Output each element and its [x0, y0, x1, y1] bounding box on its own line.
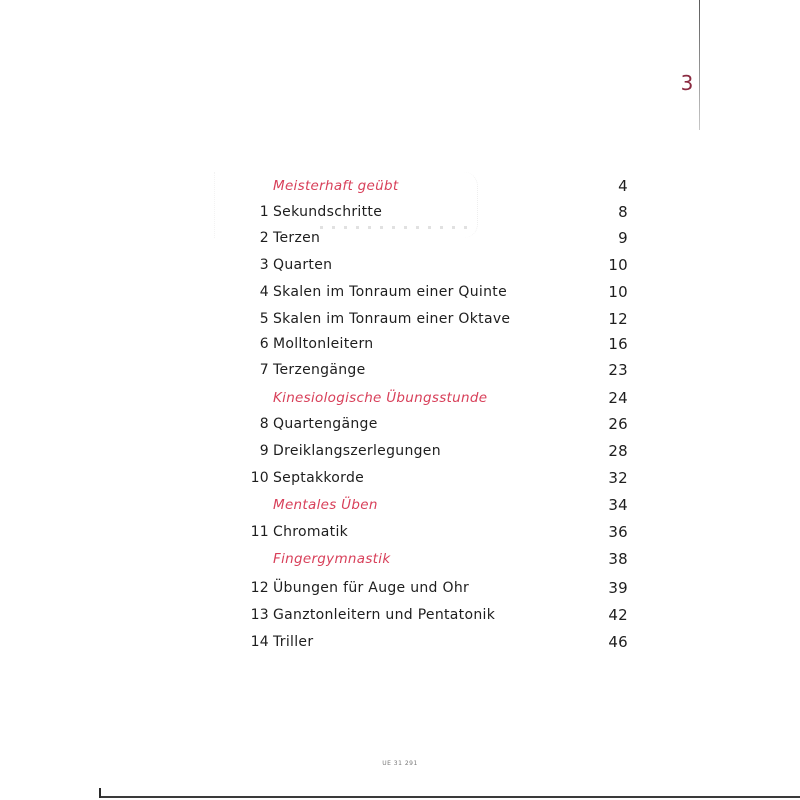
toc-entry-page: 16	[608, 335, 628, 353]
toc-entry-title: Kinesiologische Übungsstunde	[273, 390, 488, 406]
toc-entry	[230, 309, 628, 329]
toc-entry-title: Triller	[273, 634, 314, 650]
toc-entry-number: 4	[259, 284, 269, 300]
toc-entry-title: Terzen	[273, 230, 321, 246]
toc-entry-page: 34	[608, 496, 628, 514]
toc-entry-page: 23	[608, 361, 628, 379]
toc-entry	[230, 605, 628, 625]
toc-entry	[230, 255, 628, 275]
toc-entry-page: 36	[608, 523, 628, 541]
toc-entry-page: 12	[608, 310, 628, 328]
toc-entry	[230, 388, 628, 408]
toc-entry-title: Übungen für Auge und Ohr	[273, 580, 470, 596]
toc-entry	[230, 522, 628, 542]
toc-entry	[230, 334, 628, 354]
toc-entry-page: 26	[608, 415, 628, 433]
toc-entry-title: Chromatik	[273, 524, 349, 540]
toc-entry	[230, 360, 628, 380]
toc-entry-title: Fingergymnastik	[273, 551, 391, 567]
toc-entry-number: 7	[259, 362, 269, 378]
toc-entry-number: 14	[250, 634, 269, 650]
toc-entry	[230, 441, 628, 461]
toc-entry-number: 12	[250, 580, 269, 596]
toc-entry-number: 5	[259, 311, 269, 327]
toc-entry-number: 1	[259, 204, 269, 220]
toc-entry-page: 32	[608, 469, 628, 487]
toc-entry-title: Mentales Üben	[273, 497, 378, 513]
toc-entry-page: 42	[608, 606, 628, 624]
page-bottom-edge	[100, 796, 800, 798]
toc-entry-title: Dreiklangszerlegungen	[273, 443, 441, 459]
toc-entry	[230, 578, 628, 598]
toc-entry-title: Septakkorde	[273, 470, 365, 486]
toc-entry	[230, 468, 628, 488]
toc-entry	[230, 495, 628, 515]
toc-entry-title: Skalen im Tonraum einer Quinte	[273, 284, 507, 300]
toc-entry-page: 39	[608, 579, 628, 597]
toc-entry	[230, 632, 628, 652]
toc-entry	[230, 202, 628, 222]
toc-entry-title: Terzengänge	[273, 362, 366, 378]
toc-entry-number: 2	[259, 230, 269, 246]
toc-entry	[230, 549, 628, 569]
toc-entry-title: Quartengänge	[273, 416, 378, 432]
toc-entry-number: 9	[259, 443, 269, 459]
page-edge-line	[699, 0, 700, 130]
toc-entry-number: 10	[250, 470, 269, 486]
toc-entry-page: 38	[608, 550, 628, 568]
toc-entry-page: 10	[608, 256, 628, 274]
page-number: 3	[680, 71, 694, 95]
toc-entry-number: 13	[250, 607, 269, 623]
toc-entry-number: 3	[259, 257, 269, 273]
toc-entry-page: 4	[618, 177, 628, 195]
toc-entry-number: 6	[259, 336, 269, 352]
toc-entry	[230, 282, 628, 302]
toc-entry-number: 11	[250, 524, 269, 540]
toc-entry-title: Ganztonleitern und Pentatonik	[273, 607, 496, 623]
toc-entry-title: Quarten	[273, 257, 333, 273]
toc-entry-page: 24	[608, 389, 628, 407]
toc-entry-title: Molltonleitern	[273, 336, 374, 352]
toc-entry-page: 28	[608, 442, 628, 460]
toc-entry	[230, 414, 628, 434]
page-corner-mark	[99, 788, 101, 798]
toc-entry-page: 8	[618, 203, 628, 221]
toc-entry-number: 8	[259, 416, 269, 432]
toc-entry	[230, 176, 628, 196]
toc-entry-page: 9	[618, 229, 628, 247]
toc-entry-title: Skalen im Tonraum einer Oktave	[273, 311, 511, 327]
toc-entry-page: 46	[608, 633, 628, 651]
toc-entry	[230, 228, 628, 248]
toc-entry-title: Sekundschritte	[273, 204, 383, 220]
toc-entry-title: Meisterhaft geübt	[273, 178, 399, 194]
toc-entry-page: 10	[608, 283, 628, 301]
publisher-code: UE 31 291	[382, 760, 418, 767]
